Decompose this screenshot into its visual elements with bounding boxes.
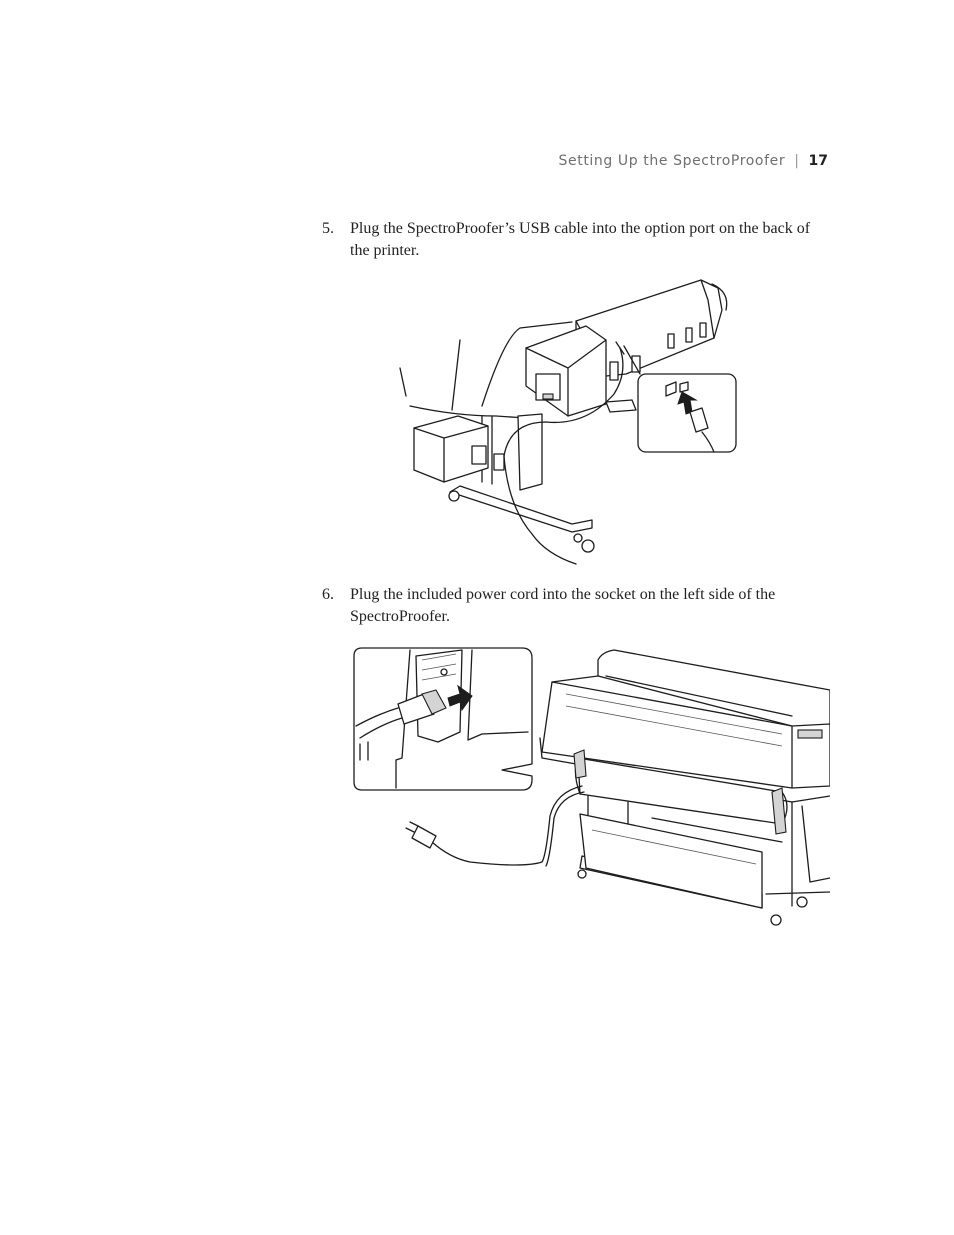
step-text: Plug the included power cord into the socket on the left side of the SpectroProofer.: [350, 586, 776, 625]
step-6: [322, 584, 828, 628]
usb-connection-illustration: [396, 276, 740, 566]
page-number: 17: [808, 153, 828, 169]
step-5: [322, 218, 828, 262]
step-number: 5.: [322, 220, 334, 237]
header-separator: |: [794, 153, 800, 169]
step-text: Plug the SpectroProofer’s USB cable into the option port on the back of the printer.: [350, 220, 811, 259]
power-cord-connection-illustration: [352, 646, 830, 932]
step-number: 6.: [322, 586, 334, 603]
running-header: [480, 153, 828, 169]
section-title: Setting Up the SpectroProofer: [558, 153, 786, 169]
